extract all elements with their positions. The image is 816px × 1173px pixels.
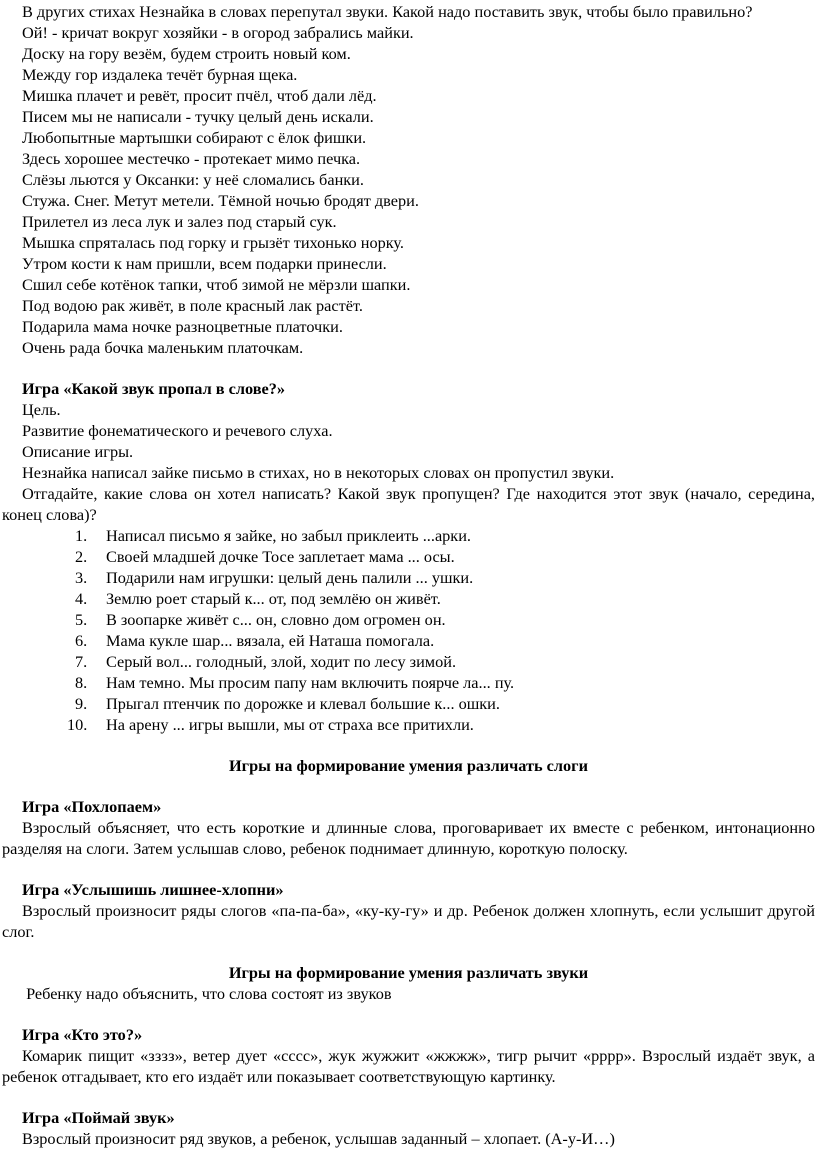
poem-line: Доску на гору везём, будем строить новый ком. <box>22 44 351 63</box>
game-text-catch-sound: Взрослый произносит ряд звуков, а ребенок, услышав заданный – хлопает. (А-у-И…) <box>22 1129 615 1148</box>
spacer <box>2 1087 815 1107</box>
poem-line: Любопытные мартышки собирают с ёлок фишки. <box>22 128 367 147</box>
spacer <box>2 1004 815 1024</box>
game-text-extra-syllable: Взрослый произносит ряды слогов «па-па-ба», «ку-ку-гу» и др. Ребенок должен хлопнуть, если услышит другой слог. <box>2 901 815 941</box>
list-item-text: Серый вол... голодный, злой, ходит по лесу зимой. <box>106 652 457 671</box>
intro-paragraph: В других стихах Незнайка в словах перепутал звуки. Какой надо поставить звук, чтобы было правильно? <box>22 2 753 21</box>
list-item <box>2 546 815 567</box>
poem-line: Сшил себе котёнок тапки, чтоб зимой не мёрзли шапки. <box>22 275 411 294</box>
list-item <box>2 609 815 630</box>
spacer <box>2 942 815 962</box>
list-number: 7. <box>75 652 88 671</box>
poem-line: Прилетел из леса лук и залез под старый сук. <box>22 212 337 231</box>
document-page <box>2 0 815 1149</box>
list-number: 2. <box>75 547 88 566</box>
poem-line: Писем мы не написали - тучку целый день искали. <box>22 107 374 126</box>
game-goal-label: Цель. <box>22 400 61 419</box>
poem-line: Слёзы льются у Оксанки: у неё сломались банки. <box>22 170 364 189</box>
list-item <box>2 630 815 651</box>
list-item <box>2 567 815 588</box>
section-heading-sounds: Игры на формирование умения различать звуки <box>228 963 589 982</box>
game-title-extra-syllable: Игра «Услышишь лишнее-хлопни» <box>22 880 284 899</box>
list-item <box>2 525 815 546</box>
list-item-text: Мама кукле шар... вязала, ей Наташа помогала. <box>106 631 435 650</box>
game-title-clap: Игра «Похлопаем» <box>22 797 162 816</box>
list-item-text: На арену ... игры вышли, мы от страха все притихли. <box>106 715 474 734</box>
game-description-text: Незнайка написал зайке письмо в стихах, но в некоторых словах он пропустил звуки. <box>22 463 615 482</box>
poem-line: Стужа. Снег. Метут метели. Тёмной ночью бродят двери. <box>22 191 419 210</box>
list-item <box>2 588 815 609</box>
numbered-list <box>2 525 815 735</box>
game-title-missing-sound: Игра «Какой звук пропал в слове?» <box>22 379 286 398</box>
list-item-text: Написал письмо я зайке, но забыл приклеить ...арки. <box>106 526 472 545</box>
list-item-text: Прыгал птенчик по дорожке и клевал большие к... ошки. <box>106 694 500 713</box>
game-text-clap: Взрослый объясняет, что есть короткие и длинные слова, проговаривает их вместе с ребенком, интонационно разделяя на слоги. Затем услышав слово, ребенок поднимает длинную, короткую полоску. <box>2 818 815 858</box>
list-item <box>2 672 815 693</box>
game-text-who-is-it: Комарик пищит «зззз», ветер дует «сссс», жук жужжит «жжжж», тигр рычит «рррр». Взрослый издаёт звук, а ребенок отгадывает, кто его издаёт или показывает соответствующую картинку. <box>2 1046 815 1086</box>
spacer <box>2 735 815 755</box>
spacer <box>2 776 815 796</box>
poem-line: Утром кости к нам пришли, всем подарки принесли. <box>22 254 387 273</box>
list-number: 10. <box>67 715 88 734</box>
poem-line: Очень рада бочка маленьким платочкам. <box>22 338 304 357</box>
list-number: 6. <box>75 631 88 650</box>
poem-line: Ой! - кричат вокруг хозяйки - в огород забрались майки. <box>22 23 414 42</box>
list-number: 5. <box>75 610 88 629</box>
list-number: 9. <box>75 694 88 713</box>
poem-line: Мышка спряталась под горку и грызёт тихонько норку. <box>22 233 404 252</box>
list-item-text: Нам темно. Мы просим папу нам включить поярче ла... пу. <box>106 673 515 692</box>
list-item-text: Своей младшей дочке Тосе заплетает мама ... осы. <box>106 547 455 566</box>
list-item-text: Землю роет старый к... от, под землёю он живёт. <box>106 589 441 608</box>
game-question: Отгадайте, какие слова он хотел написать? Какой звук пропущен? Где находится этот звук (начало, середина, конец слова)? <box>2 484 815 524</box>
poem-line: Мишка плачет и ревёт, просит пчёл, чтоб дали лёд. <box>22 86 377 105</box>
section-heading-syllables: Игры на формирование умения различать слоги <box>229 756 588 775</box>
list-item <box>2 651 815 672</box>
spacer <box>2 859 815 879</box>
list-item-text: В зоопарке живёт с... он, словно дом огромен он. <box>106 610 446 629</box>
list-item-text: Подарили нам игрушки: целый день палили ... ушки. <box>106 568 474 587</box>
poem-block <box>2 22 815 358</box>
poem-line: Здесь хорошее местечко - протекает мимо печка. <box>22 149 361 168</box>
list-number: 3. <box>75 568 88 587</box>
section-sounds-intro: Ребенку надо объяснить, что слова состоят из звуков <box>22 984 392 1003</box>
game-goal-text: Развитие фонематического и речевого слуха. <box>22 421 333 440</box>
list-item <box>2 693 815 714</box>
list-item <box>2 714 815 735</box>
poem-line: Под водою рак живёт, в поле красный лак растёт. <box>22 296 363 315</box>
list-number: 8. <box>75 673 88 692</box>
poem-line: Подарила мама ночке разноцветные платочки. <box>22 317 343 336</box>
spacer <box>2 358 815 378</box>
poem-line: Между гор издалека течёт бурная щека. <box>22 65 298 84</box>
game-title-catch-sound: Игра «Поймай звук» <box>22 1108 175 1127</box>
list-number: 4. <box>75 589 88 608</box>
list-number: 1. <box>75 526 88 545</box>
game-description-label: Описание игры. <box>22 442 134 461</box>
game-title-who-is-it: Игра «Кто это?» <box>22 1025 143 1044</box>
